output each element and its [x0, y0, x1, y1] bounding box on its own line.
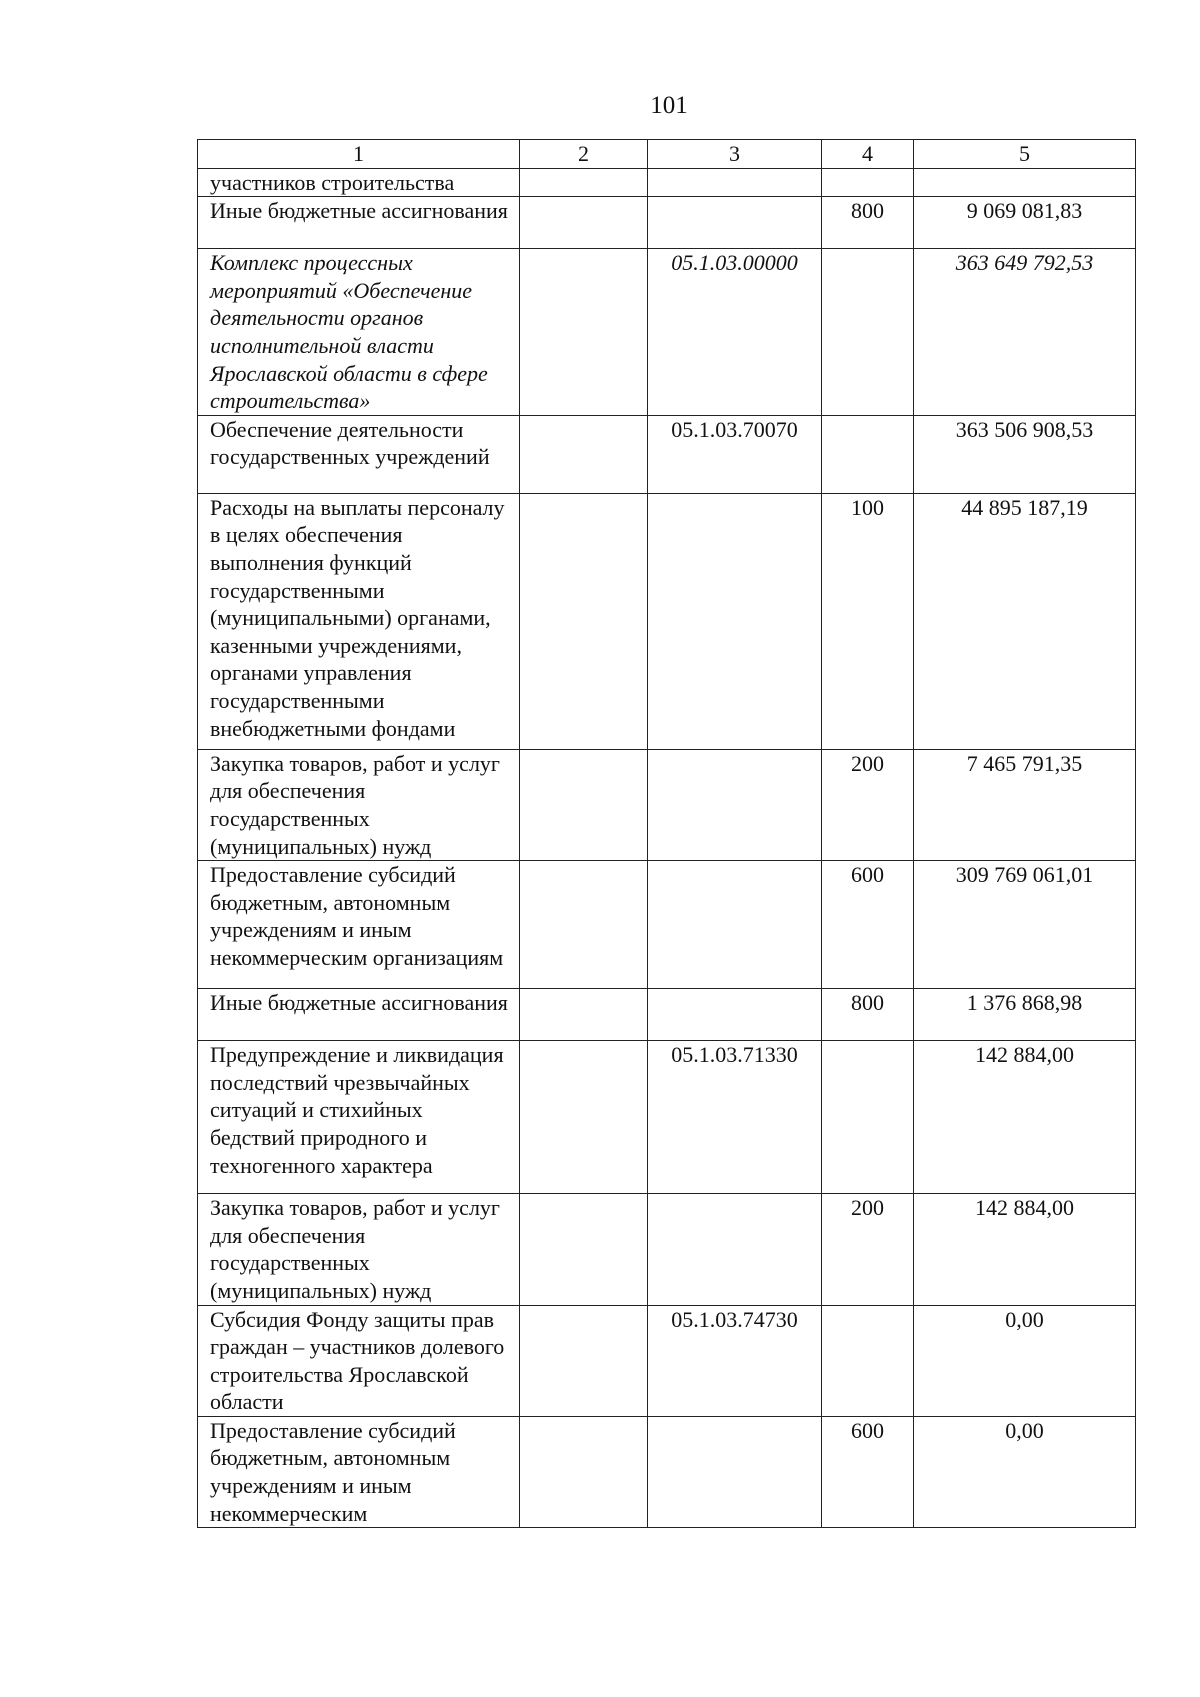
row-amount: 309 769 061,01 [914, 861, 1136, 989]
row-target-code: 05.1.03.71330 [648, 1041, 822, 1194]
row-col-2 [520, 249, 648, 416]
row-expense-type [822, 168, 914, 197]
row-amount: 363 506 908,53 [914, 415, 1136, 493]
row-target-code: 05.1.03.00000 [648, 249, 822, 416]
table-row [198, 749, 1136, 860]
row-col-2 [520, 1194, 648, 1305]
row-name: Предупреждение и ликвидация последствий чрезвычайных ситуаций и стихийных бедствий природного и техногенного характера [198, 1041, 520, 1194]
row-expense-type [822, 249, 914, 416]
row-col-2 [520, 493, 648, 749]
row-target-code [648, 1194, 822, 1305]
row-name: Комплекс процессных мероприятий «Обеспечение деятельности органов исполнительной власти Ярославской области в сфере строительства» [198, 249, 520, 416]
row-name: Иные бюджетные ассигнования [198, 989, 520, 1041]
row-amount: 0,00 [914, 1305, 1136, 1416]
row-col-2 [520, 415, 648, 493]
budget-table [197, 139, 1136, 1528]
row-amount: 44 895 187,19 [914, 493, 1136, 749]
row-name: Субсидия Фонду защиты прав граждан – участников долевого строительства Ярославской области [198, 1305, 520, 1416]
row-amount: 142 884,00 [914, 1194, 1136, 1305]
row-name: Закупка товаров, работ и услуг для обеспечения государственных (муниципальных) нужд [198, 1194, 520, 1305]
table-row [198, 1305, 1136, 1416]
row-expense-type: 100 [822, 493, 914, 749]
row-expense-type: 800 [822, 989, 914, 1041]
row-target-code: 05.1.03.74730 [648, 1305, 822, 1416]
row-name: Расходы на выплаты персоналу в целях обеспечения выполнения функций государственными (муниципальными) органами, казенными учреждениями, органами управления государственными внебюджетными фондами [198, 493, 520, 749]
row-target-code [648, 168, 822, 197]
row-expense-type: 200 [822, 1194, 914, 1305]
row-amount: 1 376 868,98 [914, 989, 1136, 1041]
row-col-2 [520, 168, 648, 197]
row-target-code [648, 1416, 822, 1527]
row-col-2 [520, 861, 648, 989]
row-name: Предоставление субсидий бюджетным, автономным учреждениям и иным некоммерческим [198, 1416, 520, 1527]
row-expense-type: 200 [822, 749, 914, 860]
table-row [198, 989, 1136, 1041]
table-row [198, 249, 1136, 416]
header-col-1: 1 [198, 140, 520, 169]
table-row [198, 415, 1136, 493]
row-expense-type [822, 1305, 914, 1416]
header-col-5: 5 [914, 140, 1136, 169]
row-name: Закупка товаров, работ и услуг для обеспечения государственных (муниципальных) нужд [198, 749, 520, 860]
row-amount: 7 465 791,35 [914, 749, 1136, 860]
row-col-2 [520, 989, 648, 1041]
table-row [198, 197, 1136, 249]
row-target-code [648, 493, 822, 749]
row-expense-type: 800 [822, 197, 914, 249]
table-header-row [198, 140, 1136, 169]
row-amount: 363 649 792,53 [914, 249, 1136, 416]
row-expense-type: 600 [822, 1416, 914, 1527]
table-row [198, 493, 1136, 749]
row-name: Иные бюджетные ассигнования [198, 197, 520, 249]
row-expense-type: 600 [822, 861, 914, 989]
header-col-3: 3 [648, 140, 822, 169]
row-name: Предоставление субсидий бюджетным, автономным учреждениям и иным некоммерческим организациям [198, 861, 520, 989]
row-name: Обеспечение деятельности государственных учреждений [198, 415, 520, 493]
table-row [198, 1041, 1136, 1194]
table-row [198, 861, 1136, 989]
page-number: 101 [650, 92, 688, 119]
row-target-code [648, 989, 822, 1041]
table-row [198, 1194, 1136, 1305]
row-target-code: 05.1.03.70070 [648, 415, 822, 493]
header-col-4: 4 [822, 140, 914, 169]
row-expense-type [822, 415, 914, 493]
row-target-code [648, 861, 822, 989]
row-col-2 [520, 749, 648, 860]
row-amount: 9 069 081,83 [914, 197, 1136, 249]
row-amount: 0,00 [914, 1416, 1136, 1527]
row-target-code [648, 749, 822, 860]
table-row [198, 168, 1136, 197]
row-amount: 142 884,00 [914, 1041, 1136, 1194]
row-col-2 [520, 1305, 648, 1416]
row-name: участников строительства [198, 168, 520, 197]
row-expense-type [822, 1041, 914, 1194]
row-col-2 [520, 1041, 648, 1194]
table-row [198, 1416, 1136, 1527]
header-col-2: 2 [520, 140, 648, 169]
row-col-2 [520, 1416, 648, 1527]
row-amount [914, 168, 1136, 197]
row-target-code [648, 197, 822, 249]
row-col-2 [520, 197, 648, 249]
